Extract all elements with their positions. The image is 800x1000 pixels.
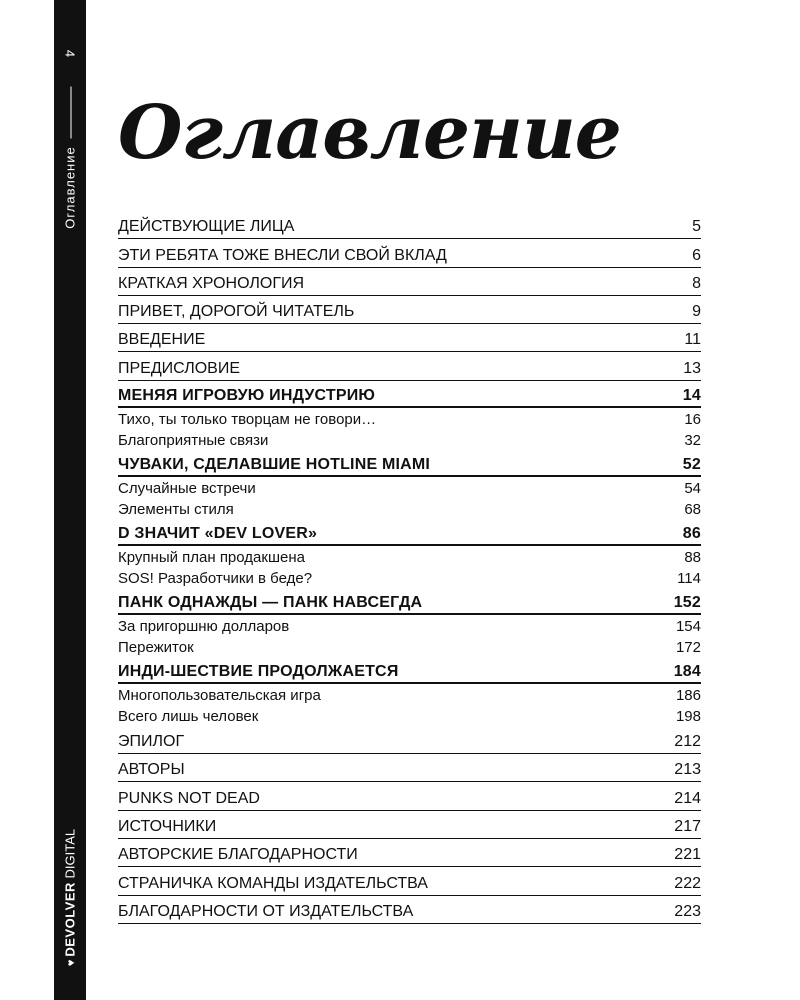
brand-name: DEVOLVER [62,882,78,957]
toc-entry-label: D ЗНАЧИТ «DEV LOVER» [118,524,318,542]
toc-entry-sub[interactable] [118,705,701,726]
toc-entry-page: 212 [674,733,701,751]
section-rule [71,86,72,138]
toc-entry-label: SOS! Разработчики в беде? [118,569,313,587]
toc-entry-major[interactable] [118,352,701,380]
toc-entry-page: 221 [674,846,701,864]
toc-entry-sub[interactable] [118,636,701,657]
toc-entry-label: ЧУВАКИ, СДЕЛАВШИЕ HOTLINE MIAMI [118,455,431,473]
toc-entry-label: Элементы стиля [118,500,234,518]
toc-entry-major[interactable] [118,782,701,810]
toc-entry-page: 154 [675,617,701,635]
side-bar [54,0,86,1000]
toc-entry-label: ДЕЙСТВУЮЩИЕ ЛИЦА [118,218,295,236]
toc-entry-part[interactable] [118,519,701,546]
toc-entry-label: КРАТКАЯ ХРОНОЛОГИЯ [118,274,305,292]
toc-entry-part[interactable] [118,381,701,408]
toc-entry-page: 223 [674,902,701,920]
toc-entry-major[interactable] [118,296,701,324]
toc-entry-page: 68 [684,500,701,518]
toc-entry-sub[interactable] [118,498,701,519]
page-title: Оглавление [118,90,621,176]
toc-entry-label: Пережиток [118,638,194,656]
toc-entry-label: ПРИВЕТ, ДОРОГОЙ ЧИТАТЕЛЬ [118,303,355,321]
toc-entry-label: МЕНЯЯ ИГРОВУЮ ИНДУСТРИЮ [118,386,376,404]
toc-entry-page: 54 [684,479,701,497]
toc-entry-sub[interactable] [118,408,701,429]
toc-entry-page: 13 [683,359,701,377]
toc-entry-label: PUNKS NOT DEAD [118,789,260,807]
toc-entry-page: 186 [675,686,701,704]
toc-entry-major[interactable] [118,896,701,924]
toc-entry-page: 114 [677,569,701,587]
toc-entry-page: 32 [684,431,701,449]
toc-entry-page: 214 [674,789,701,807]
toc-entry-label: Благоприятные связи [118,431,269,449]
toc-entry-sub[interactable] [118,567,701,588]
toc-entry-page: 5 [692,218,701,236]
toc-entry-label: ВВЕДЕНИЕ [118,331,206,349]
toc-entry-page: 222 [674,874,701,892]
toc-entry-label: ИСТОЧНИКИ [118,817,217,835]
toc-entry-page: 172 [675,638,701,656]
section-label: Оглавление [62,146,78,229]
toc-entry-page: 14 [682,386,701,404]
toc-entry-page: 198 [675,707,701,725]
toc-entry-page: 6 [692,246,701,264]
toc-entry-major[interactable] [118,811,701,839]
toc-entry-major[interactable] [118,268,701,296]
toc-entry-label: АВТОРЫ [118,761,185,779]
toc-entry-label: За пригоршню долларов [118,617,290,635]
toc-entry-sub[interactable] [118,546,701,567]
toc-entry-page: 9 [692,303,701,321]
toc-entry-sub[interactable] [118,429,701,450]
toc-entry-label: ЭТИ РЕБЯТА ТОЖЕ ВНЕСЛИ СВОЙ ВКЛАД [118,246,447,264]
toc-entry-page: 88 [684,548,701,566]
toc-entry-label: ПАНК ОДНАЖДЫ — ПАНК НАВСЕГДА [118,593,423,611]
toc-entry-page: 184 [673,662,701,680]
table-of-contents [118,211,701,924]
toc-entry-label: АВТОРСКИЕ БЛАГОДАРНОСТИ [118,846,358,864]
toc-entry-page: 152 [673,593,701,611]
toc-entry-label: Случайные встречи [118,479,256,497]
toc-entry-major[interactable] [118,726,701,754]
toc-entry-label: Крупный план продакшена [118,548,305,566]
toc-entry-page: 8 [692,274,701,292]
toc-entry-major[interactable] [118,754,701,782]
heart-icon: ♥ [65,959,78,967]
toc-entry-label: Тихо, ты только творцам не говори… [118,410,377,428]
toc-entry-major[interactable] [118,867,701,895]
toc-entry-label: Всего лишь человек [118,707,259,725]
toc-entry-label: Многопользовательская игра [118,686,321,704]
brand-suffix: DIGITAL [62,828,78,879]
toc-entry-sub[interactable] [118,684,701,705]
toc-entry-page: 86 [682,524,701,542]
toc-entry-major[interactable] [118,211,701,239]
toc-entry-page: 213 [674,761,701,779]
toc-entry-page: 11 [684,331,701,349]
toc-entry-label: ПРЕДИСЛОВИЕ [118,359,240,377]
toc-entry-sub[interactable] [118,615,701,636]
toc-entry-label: ИНДИ-ШЕСТВИЕ ПРОДОЛЖАЕТСЯ [118,662,399,680]
toc-entry-label: СТРАНИЧКА КОМАНДЫ ИЗДАТЕЛЬСТВА [118,874,428,892]
toc-entry-page: 52 [682,455,701,473]
page-number: 4 [62,49,78,58]
toc-entry-label: БЛАГОДАРНОСТИ ОТ ИЗДАТЕЛЬСТВА [118,902,414,920]
toc-entry-part[interactable] [118,450,701,477]
toc-entry-part[interactable] [118,657,701,684]
toc-entry-major[interactable] [118,839,701,867]
toc-entry-major[interactable] [118,324,701,352]
toc-entry-label: ЭПИЛОГ [118,733,185,751]
toc-entry-sub[interactable] [118,477,701,498]
toc-entry-major[interactable] [118,239,701,267]
toc-entry-page: 217 [674,817,701,835]
toc-entry-page: 16 [684,410,701,428]
toc-entry-part[interactable] [118,588,701,615]
